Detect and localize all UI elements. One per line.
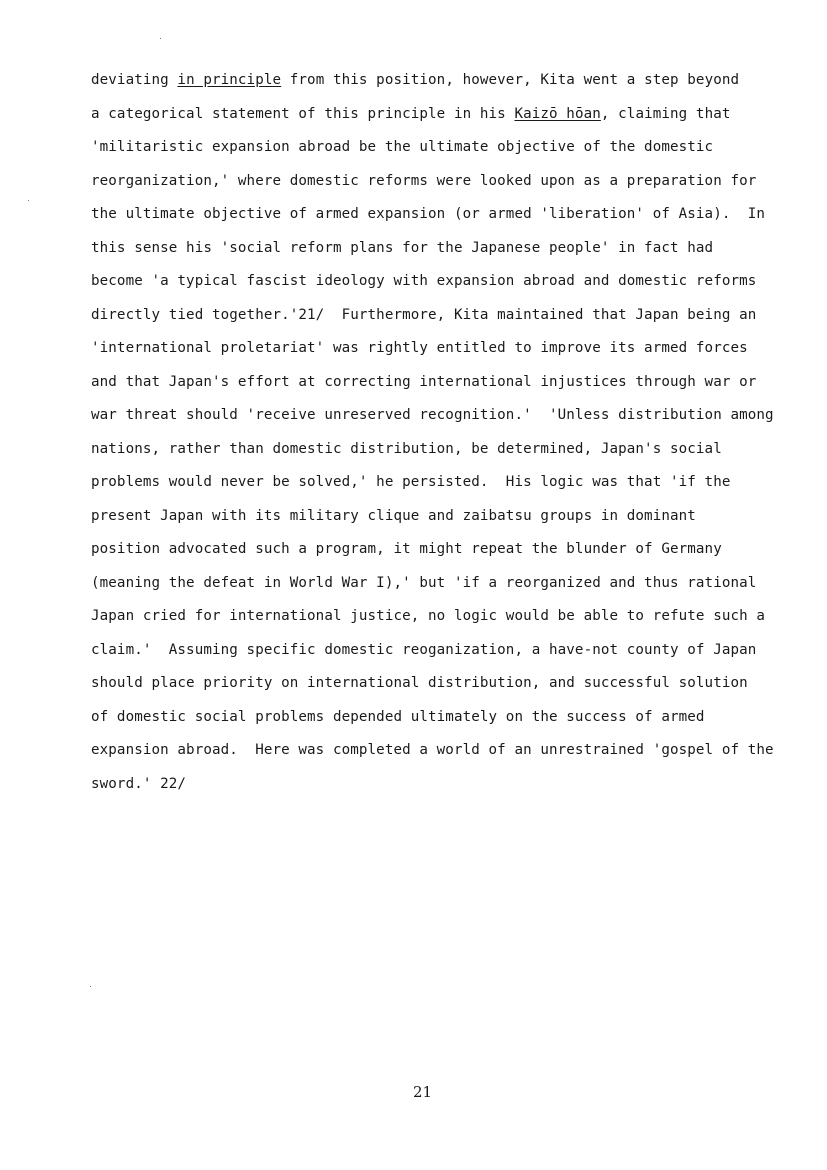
text-line [91, 302, 791, 336]
text-line [91, 369, 791, 403]
text-segment: (meaning the defeat in World War I),' but 'if a reorganized and thus rational [91, 574, 757, 591]
text-segment: of domestic social problems depended ultimately on the success of armed [91, 708, 705, 725]
text-line [91, 201, 791, 235]
text-line [91, 670, 791, 704]
underlined-text: in principle [177, 72, 282, 88]
text-segment: 'militaristic expansion abroad be the ultimate objective of the domestic [91, 139, 714, 155]
text-segment: sword.' 22/ [91, 775, 187, 792]
text-segment: present Japan with its military clique and zaibatsu groups in dominant [91, 507, 696, 524]
text-segment: the ultimate objective of armed expansion (or armed 'liberation' of Asia). In [91, 206, 766, 222]
text-segment: should place priority on international distribution, and successful solution [91, 675, 748, 691]
text-segment: war threat should 'receive unreserved recognition.' 'Unless distribution among [91, 407, 774, 423]
text-segment: a categorical statement of this principle in his [91, 105, 515, 122]
text-segment: from this position, however, Kita went a step beyond [281, 72, 740, 88]
text-segment: 'international proletariat' was rightly entitled to improve its armed forces [91, 340, 748, 356]
text-line [91, 603, 791, 637]
text-line [91, 469, 791, 503]
scan-speck [160, 38, 161, 39]
text-line [91, 402, 791, 436]
text-line [91, 436, 791, 470]
text-segment: position advocated such a program, it might repeat the blunder of Germany [91, 541, 722, 557]
text-line [91, 570, 791, 604]
text-segment: nations, rather than domestic distribution, be determined, Japan's social [91, 440, 722, 457]
text-segment: become 'a typical fascist ideology with expansion abroad and domestic reforms [91, 273, 757, 289]
page-number: 21 [413, 1083, 433, 1101]
text-line [91, 101, 791, 135]
text-segment: directly tied together.'21/ Furthermore, Kita maintained that Japan being an [91, 306, 757, 323]
text-segment: problems would never be solved,' he persisted. His logic was that 'if the [91, 474, 731, 490]
body-text [91, 67, 791, 804]
underlined-text: Kaizō hōan [514, 105, 601, 122]
text-line [91, 268, 791, 302]
text-segment: this sense his 'social reform plans for the Japanese people' in fact had [91, 239, 714, 256]
text-segment: deviating [91, 72, 178, 88]
text-line [91, 771, 791, 805]
text-segment: and that Japan's effort at correcting international injustices through war or [91, 373, 757, 390]
scan-speck [28, 200, 29, 201]
text-line [91, 704, 791, 738]
text-line [91, 536, 791, 570]
text-segment: expansion abroad. Here was completed a world of an unrestrained 'gospel of the [91, 742, 774, 758]
text-segment: Japan cried for international justice, no logic would be able to refute such a [91, 608, 766, 624]
text-line [91, 637, 791, 671]
text-segment: claim.' Assuming specific domestic reoganization, a have-not county of Japan [91, 641, 757, 658]
text-segment: reorganization,' where domestic reforms were looked upon as a preparation for [91, 172, 757, 189]
text-segment: , claiming that [600, 105, 731, 122]
text-line [91, 134, 791, 168]
text-line [91, 335, 791, 369]
text-line [91, 503, 791, 537]
text-line [91, 737, 791, 771]
scan-speck [90, 986, 91, 987]
text-line [91, 235, 791, 269]
text-line [91, 168, 791, 202]
text-line [91, 67, 791, 101]
